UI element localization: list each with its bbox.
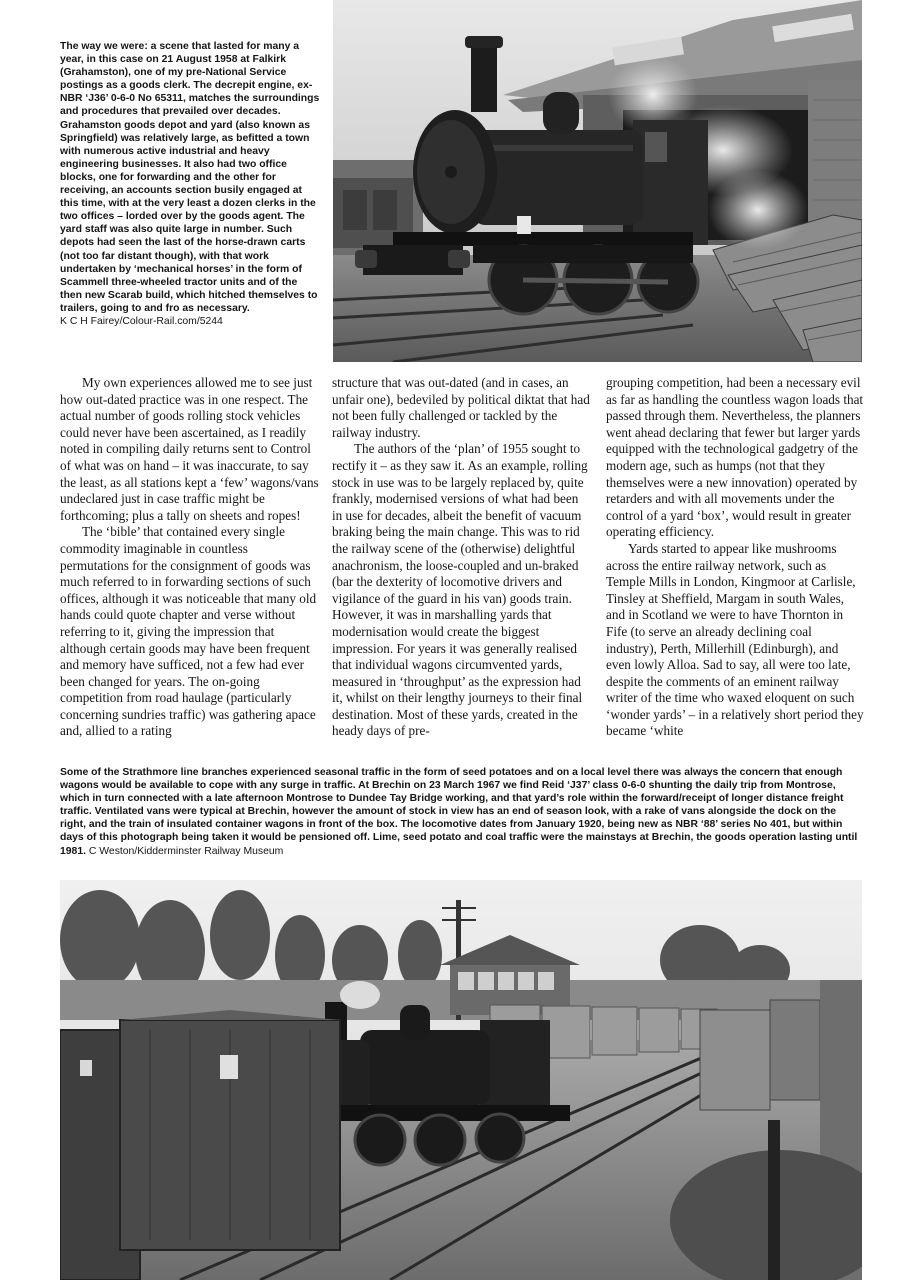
- article-column-2: [332, 375, 591, 740]
- photo-falkirk-goods-yard: [333, 0, 862, 362]
- photo-caption-brechin: [60, 766, 860, 858]
- paragraph: structure that was out-dated (and in cases, an unfair one), bedeviled by political diktat that had not been fully challenged or tackled by the railway industry.: [332, 375, 590, 440]
- photo-credit: C Weston/Kidderminster Railway Museum: [88, 845, 284, 857]
- caption-text: Some of the Strathmore line branches experienced seasonal traffic in the form of seed potatoes and on a local level there was always the concern that enough wagons would be available to cope with any surge in traffic. At Brechin on 23 March 1967 we find Reid ‘J37’ class 0-6-0 shunting the daily trip from Montrose, which in turn connected with a late afternoon Montrose to Dundee Tay Bridge working, and that yard’s role within the forward/receipt of longer distance freight traffic. Ventilated vans were typical at Brechin, however the amount of stock in view has an end of season look, with a rake of vans alongside the dock on the right, and the train of insulated container wagons in front of the box. The locomotive dates from January 1920, being new as NBR ‘88’ series No 401, but within days of this photograph being taken it would be pensioned off. Lime, seed potato and coal traffic were the mainstays at Brechin, the goods operation lasting until 1981.: [60, 767, 858, 857]
- paragraph: My own experiences allowed me to see just how out-dated practice was in one respect. The actual number of goods rolling stock vehicles could never have been ascertained, as I readily noted in compiling daily returns sent to Control of what was on hand – it was inaccurate, to say the least, as all stations kept a ‘few’ wagons/vans undeclared just in case traffic might be forthcoming; plus a tally on sheets and ropes!: [60, 375, 319, 523]
- article-column-1: [60, 375, 319, 740]
- photo-brechin-yard: [60, 880, 862, 1280]
- paragraph: Yards started to appear like mushrooms across the entire railway network, such as Temple Mills in London, Kingmoor at Carlisle, Tinsley at Sheffield, Margam in south Wales, and in Scotland we were to have Thornton in Fife (to serve an already declining coal industry), Perth, Millerhill (Edinburgh), and even lowly Alloa. Sad to say, all were too late, despite the comments of an eminent railway writer of the time who waxed eloquent on such ‘wonder yards’ – in a relatively short period they became ‘white: [606, 540, 864, 739]
- paragraph: The ‘bible’ that contained every single commodity imaginable in countless permutations for the consignment of goods was much referred to in forwarding sections of such offices, although it was noticeable that many old hands could quote chapter and verse without referring to it, giving the impression that although certain goods may have been frequent and memory have sufficed, not a few had ever been changed for years. The on-going competition from road haulage (particularly concerning sundries traffic) was gathering apace and, allied to a rating: [60, 524, 317, 739]
- photo-credit: K C H Fairey/Colour-Rail.com/5244: [60, 315, 223, 327]
- caption-text: The way we were: a scene that lasted for many a year, in this case on 21 August 1958 at Falkirk (Grahamston), one of my pre-National Service postings as a goods clerk. The decrepit engine, ex-NBR ‘J36’ 0-6-0 No 65311, matches the surroundings and procedures that prevailed over decades. Grahamston goods depot and yard (also known as Springfield) was relatively large, as befitted a town with numerous active industrial and heavy engineering businesses. It also had two office blocks, one for forwarding and the other for receiving, an accounts section busily engaged at this time, with at the very least a dozen clerks in the two offices – lorded over by the goods agent. The yard staff was also quite large in number. Such depots had seen the last of the horse-drawn carts (not too far distant though), with that work undertaken by ‘mechanical horses’ in the form of Scammell three-wheeled tractor units and of the then new Scarab build, which hitched themselves to trailers, going to and fro as necessary.: [60, 41, 320, 314]
- paragraph: grouping competition, had been a necessary evil as far as handling the countless wagon loads that passed through them. Nevertheless, the planners went ahead declaring that fewer but larger yards equipped with the technological gadgetry of the modern age, such as humps (not that they themselves were a new innovation) operated by retarders and with all movements under the control of a yard ‘box’, would result in greater operating efficiency.: [606, 375, 864, 540]
- article-column-3: [606, 375, 865, 740]
- photo-caption-falkirk: [60, 40, 322, 328]
- paragraph: The authors of the ‘plan’ of 1955 sought to rectify it – as they saw it. As an example, rolling stock in use was to be largely replaced by, quite frankly, modernised versions of what had been in use for decades, albeit the benefit of vacuum braking being the main change. This was to rid the railway scene of the (otherwise) delightful anachronism, the loose-coupled and un-braked (bar the dexterity of locomotive drivers and vigilance of the guard in his van) goods train. However, it was in marshalling yards that modernisation would create the biggest impression. For years it was generally realised that individual wagons circumvented yards, measured in ‘throughput’ as the expression had it, whilst on their lengthy journeys to their final destination. Most of these yards, created in the heady days of pre-: [332, 441, 588, 739]
- article-body: [60, 375, 863, 747]
